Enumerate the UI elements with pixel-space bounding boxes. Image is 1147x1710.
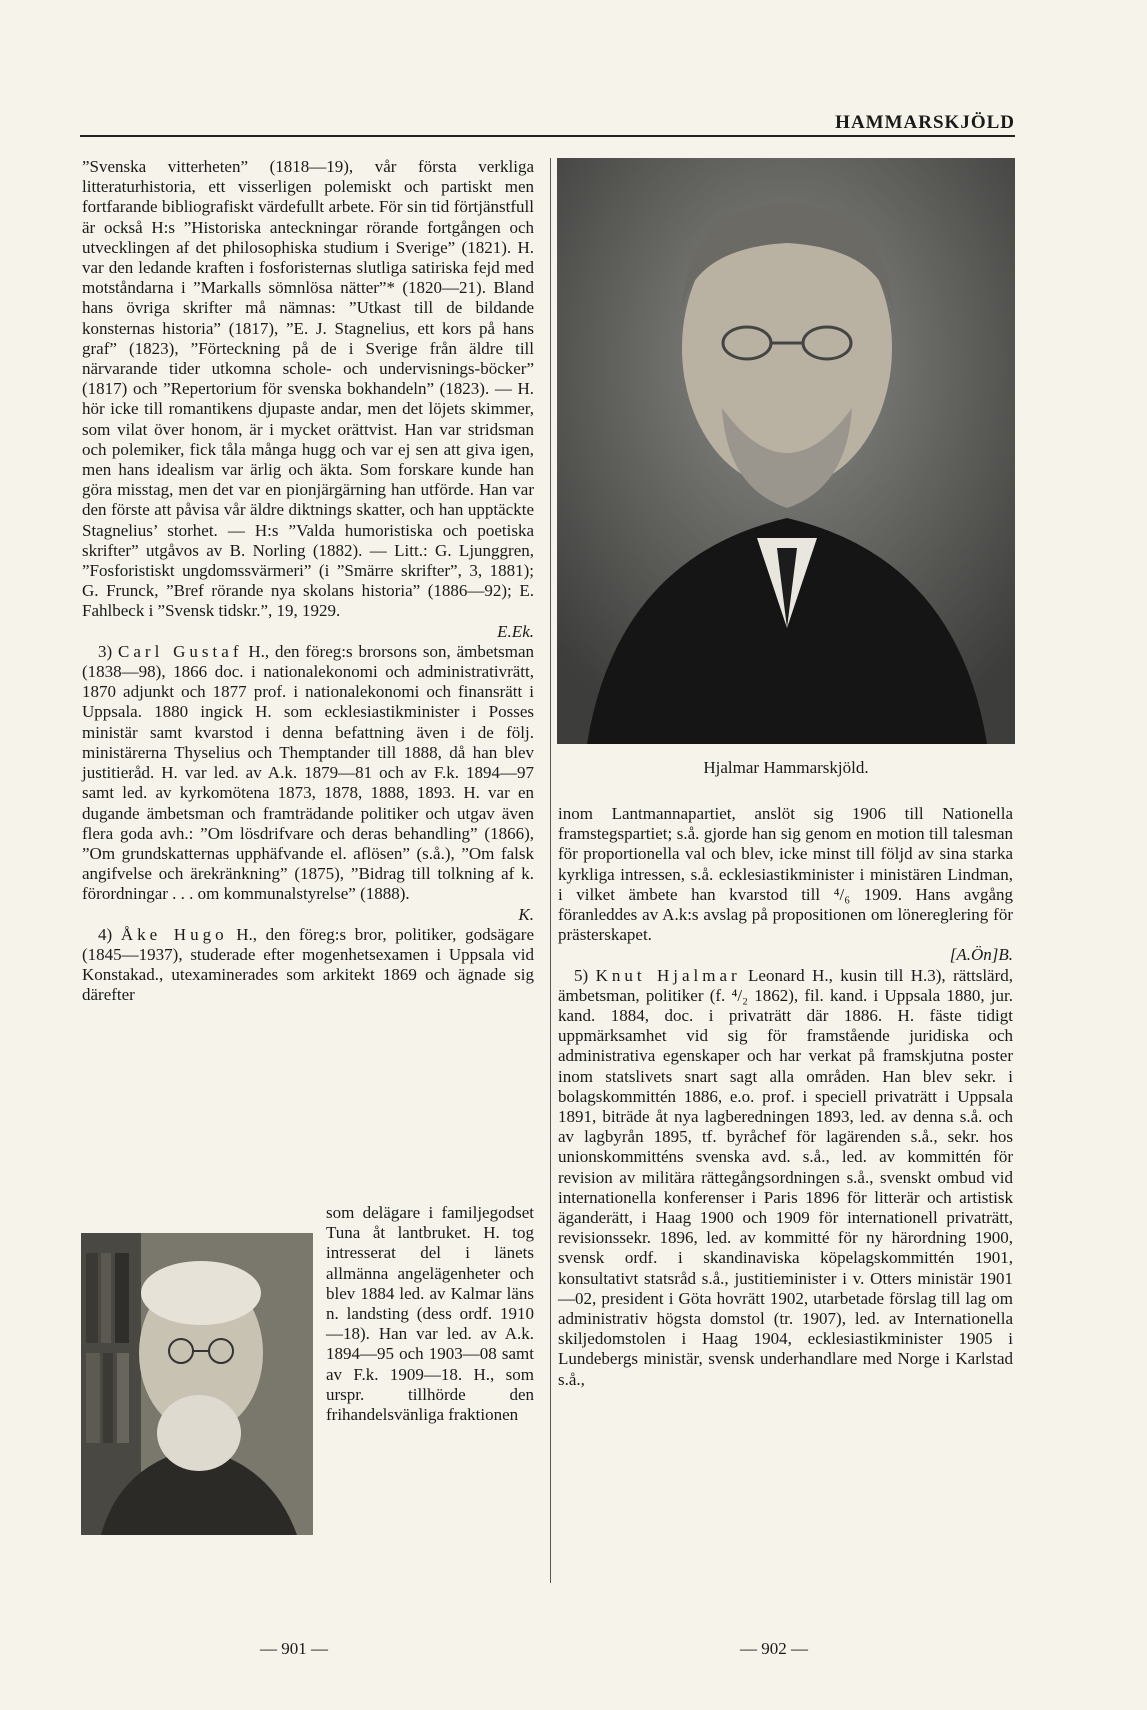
left-column-wrap-text: som delägare i familjegodset Tuna åt lantbruket. H. tog intresserat del i länets allmänna angelägenheter och blev 1884 led. av Kalmar läns n. landsting (dess ordf. 1910—18). Han var led. av A.k. 1894—95 och 1903—08 samt av F.k. 1909—18. H., som urspr. tillhörde den frihandelsvänliga fraktionen xyxy=(326,1203,534,1425)
column-divider xyxy=(550,158,551,1583)
paragraph-text: inom Lantmannapartiet, anslöt sig 1906 till Nationella framstegspartiet; s.å. gjorde han sig genom en motion till talesman för proportionella val och blev, icke minst till följd av sina starka kyrkliga intressen, s.å. ecklesiastikminister i ministären Lindman, i vilket ämbete han kvarstod till ⁴/₆ 1909. Hans avgång föranleddes av A.k:s avslag på propositionen om lönereglering för prästerskapet. xyxy=(558,804,1013,945)
entry-number: 3) xyxy=(98,641,113,661)
author-signature: [A.Ön]B. xyxy=(949,945,1013,965)
entry-number: 4) xyxy=(98,924,113,944)
left-column-text xyxy=(82,157,534,1006)
page-number-left: — 901 — xyxy=(260,1639,328,1658)
paragraph-text: Leonard H., kusin till H.3), rättslärd, ämbetsman, politiker (f. ⁴/₂ 1862), fil. kand. i Uppsala 1880, jur. kand. 1884, doc. i privaträtt där 1886. H. fäste tidigt uppmärksamhet vid sig för framstående juridiska och administrativa egenskaper och har verkat på framskjutna poster inom statslivets snart sagt alla områden. Han blev sekr. i bolagskommittén 1886, e.o. prof. i speciell privaträtt i Uppsala 1891, biträde åt nya lagberedningen 1893, led. av denna s.å. och av lagbyrån 1895, tf. byråchef för lagärenden s.å., sekr. hos unionskommitténs svenska avd. s.å., led. av kommittén för revision av militära rättegångsordningen s.å., svenskt ombud vid internationella konferenser i Paris 1896 för litterär och artistisk äganderätt, i Haag 1900 och 1909 för internationell privaträtt, revisionssekr. 1896, led. av kommitté för ny härordning 1900, svensk ordf. i skandinaviska köpelagskommittén 1901, konsultativt statsråd s.å., justitieminister i v. Otters ministär 1901—02, president i Göta hovrätt 1902, utarbetade förslag till lag om administrativ högsta domstol (tr. 1907), led. av Internationella skiljedomstolen i Haag 1904, ecklesiastikminister 1905 i Lundebergs ministär, svensk underhandlare med Norge i Karlstad s.å., xyxy=(558,965,1014,1389)
entry-name: Carl Gustaf xyxy=(118,641,243,661)
portrait-hjalmar-hammarskjold xyxy=(557,158,1015,744)
author-signature: E.Ek. xyxy=(497,621,534,641)
portrait-hugo-hammarskjold xyxy=(81,1233,313,1535)
paragraph-text: H., den föreg:s bror, politiker, godsägare (1845—1937), studerade efter mogenhetsexamen i Uppsala vid Konstakad., utexaminerades som arkitekt 1869 och ägnade sig därefter xyxy=(82,924,534,1005)
header-rule xyxy=(80,135,1015,137)
running-title: HAMMARSKJÖLD xyxy=(835,112,1015,133)
entry-name: Åke Hugo xyxy=(120,924,228,944)
entry-number: 5) xyxy=(574,965,589,985)
entry-name: Knut Hjalmar xyxy=(595,965,741,985)
author-signature: K. xyxy=(518,904,534,924)
entry-ake-hugo xyxy=(82,925,534,1006)
page-number-right: — 902 — xyxy=(740,1639,808,1658)
paragraph-continuation xyxy=(558,804,1013,966)
paragraph-text: H., den föreg:s brorsons son, ämbetsman (1838—98), 1866 doc. i nationalekonomi och administrativrätt, 1870 adjunkt och 1877 prof. i nationalekonomi och finansrätt i Uppsala. 1880 ingick H. som ecklesiastikminister i Posses ministär samt kvarstod i denna befattning även i de följ. ministärerna Thyselius och Themptander till 1888, då han blev justitieråd. H. var led. av A.k. 1879—81 och av F.k. 1894—97 samt led. av kyrkomötena 1873, 1878, 1888, 1893. H. var en dugande ämbetsman och framträdande politiker och utgav även flera goda avh.: ”Om lösdrifvare och deras behandling” (1866), ”Om grundskatternas upphäfvande el. aflösen” (s.å.), ”Om falsk angifvelse och ärekränkning” (1875), ”Bidrag till tolkning af k. förordningar . . . om kommunalstyrelse” (1888). xyxy=(82,641,535,904)
entry-knut-hjalmar xyxy=(558,966,1013,1390)
right-column-text xyxy=(558,804,1013,1390)
entry-carl-gustaf xyxy=(82,642,534,925)
paragraph-continuation xyxy=(82,157,534,642)
figure-caption: Hjalmar Hammarskjöld. xyxy=(703,758,869,777)
paragraph-text: ”Svenska vitterheten” (1818—19), vår första verkliga litteraturhistoria, ett visserligen polemiskt och partiskt men fortfarande bibliografiskt värdefullt arbete. För sin tid förtjänstfull är också H:s ”Historiska anteckningar rörande fortgången och utvecklingen af det philosophiska studium i Sverige” (1821). H. var den ledande kraften i fosforisternas slutliga satiriska fejd med motståndarna i ”Markalls sömnlösa nätter”* (1820—21). Bland hans övriga skrifter må nämnas: ”Utkast till de bildande konsternas historia” (1817), ”E. J. Stagnelius, ett kors på hans graf” (1823), ”Förteckning på de i Sverige från äldre till närvarande tider utkomna schole- och undervisnings-böcker” (1817) och ”Repertorium för svenska bokhandeln” (1823). — H. hör icke till romantikens djupaste andar, men det löjets skimmer, som vilat över honom, är i mycket orättvist. Han var stridsman och polemiker, fick tåla många hugg och var ej sen att giva igen, men hans idealism var ärlig och äkta. Som forskare kunde han göra misstag, men det var en pionjärgärning han utförde. Han var den förste att påvisa vår äldre diktnings skatter, och han upptäckte Stagnelius’ storhet. — H:s ”Valda humoristiska och poetiska skrifter” utgåvos av B. Norling (1882). — Litt.: G. Ljunggren, ”Fosforistiskt ungdomssvärmeri” (i ”Smärre skrifter”, 3, 1881); G. Frunck, ”Bref rörande nya skolans historia” (1886—92); E. Fahlbeck i ”Svensk tidskr.”, 19, 1929. xyxy=(82,157,534,621)
